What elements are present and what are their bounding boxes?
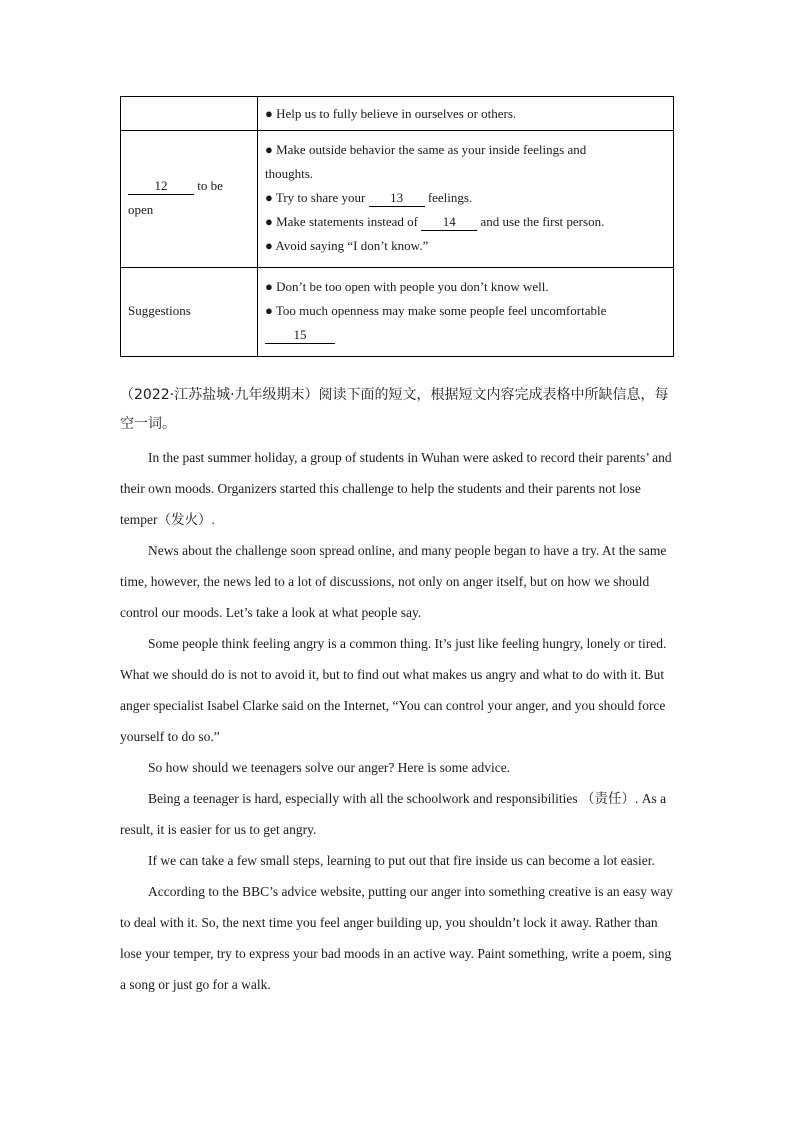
blank-13: 13 [369, 190, 425, 207]
bullet-item: ● Help us to fully believe in ourselves or others. [265, 105, 517, 121]
bullet-item: ● Make outside behavior the same as your inside feelings and [265, 142, 587, 157]
label-line [128, 174, 250, 198]
blank-14: 14 [421, 214, 477, 231]
table-cell-content [258, 131, 674, 268]
paragraph: Some people think feeling angry is a common thing. It’s just like feeling hungry, lonely or tired. What we should do is not to avoid it, but to find out what makes us angry and what to do with it. But anger specialist Isabel Clarke said on the Internet, “You can control your anger, and you should force yourself to do so.” [120, 636, 667, 744]
table-cell-label [121, 131, 258, 268]
paragraph: If we can take a few small steps, learning to put out that fire inside us can become a lot easier. [148, 853, 655, 868]
table-row [121, 97, 674, 131]
label-line-2: open [128, 202, 154, 217]
table-row [121, 268, 674, 357]
bullet-text: feelings. [424, 190, 473, 205]
table-row [121, 131, 674, 268]
reading-passage [120, 442, 676, 1000]
bullet-text: ● Try to share your [265, 190, 369, 205]
bullet-text: and use the first person. [477, 214, 605, 229]
paragraph: Being a teenager is hard, especially with all the schoolwork and responsibilities （责任）. As a result, it is easier for us to get angry. [120, 791, 667, 837]
table-cell-label: Suggestions [121, 268, 258, 357]
bullet-item: ● Too much openness may make some people feel uncomfortable [265, 303, 607, 318]
table-cell-label [121, 97, 258, 131]
blank-15: 15 [265, 327, 335, 344]
paragraph: In the past summer holiday, a group of students in Wuhan were asked to record their parents’ and their own moods. Organizers started this challenge to help the students and their parents not lose temper（发火）. [120, 450, 672, 527]
paragraph: So how should we teenagers solve our anger? Here is some advice. [148, 760, 511, 775]
bullet-item-continued [265, 323, 666, 347]
paragraph: According to the BBC’s advice website, putting our anger into something creative is an easy way to deal with it. So, the next time you feel anger building up, you shouldn’t lock it away. Rather than lose your temper, try to express your bad moods in an active way. Paint something, write a poem, sing a song or just go for a walk. [120, 884, 673, 992]
table-cell-content [258, 97, 674, 131]
bullet-item: ● Avoid saying “I don’t know.” [265, 238, 429, 253]
info-table [120, 96, 674, 357]
blank-12: 12 [128, 178, 194, 195]
bullet-item [265, 210, 666, 234]
question-instruction: （2022·江苏盐城·九年级期末）阅读下面的短文，根据短文内容完成表格中所缺信息，每空一词。 [120, 387, 669, 432]
bullet-item: ● Don’t be too open with people you don’t know well. [265, 279, 549, 294]
bullet-text: ● Make statements instead of [265, 214, 422, 229]
bullet-item-continued: thoughts. [265, 166, 314, 181]
table-cell-content [258, 268, 674, 357]
paragraph: News about the challenge soon spread online, and many people began to have a try. At the same time, however, the news led to a lot of discussions, not only on anger itself, but on how we should control our moods. Let’s take a look at what people say. [120, 543, 667, 620]
label-suffix: to be [194, 178, 223, 193]
bullet-item [265, 186, 666, 210]
